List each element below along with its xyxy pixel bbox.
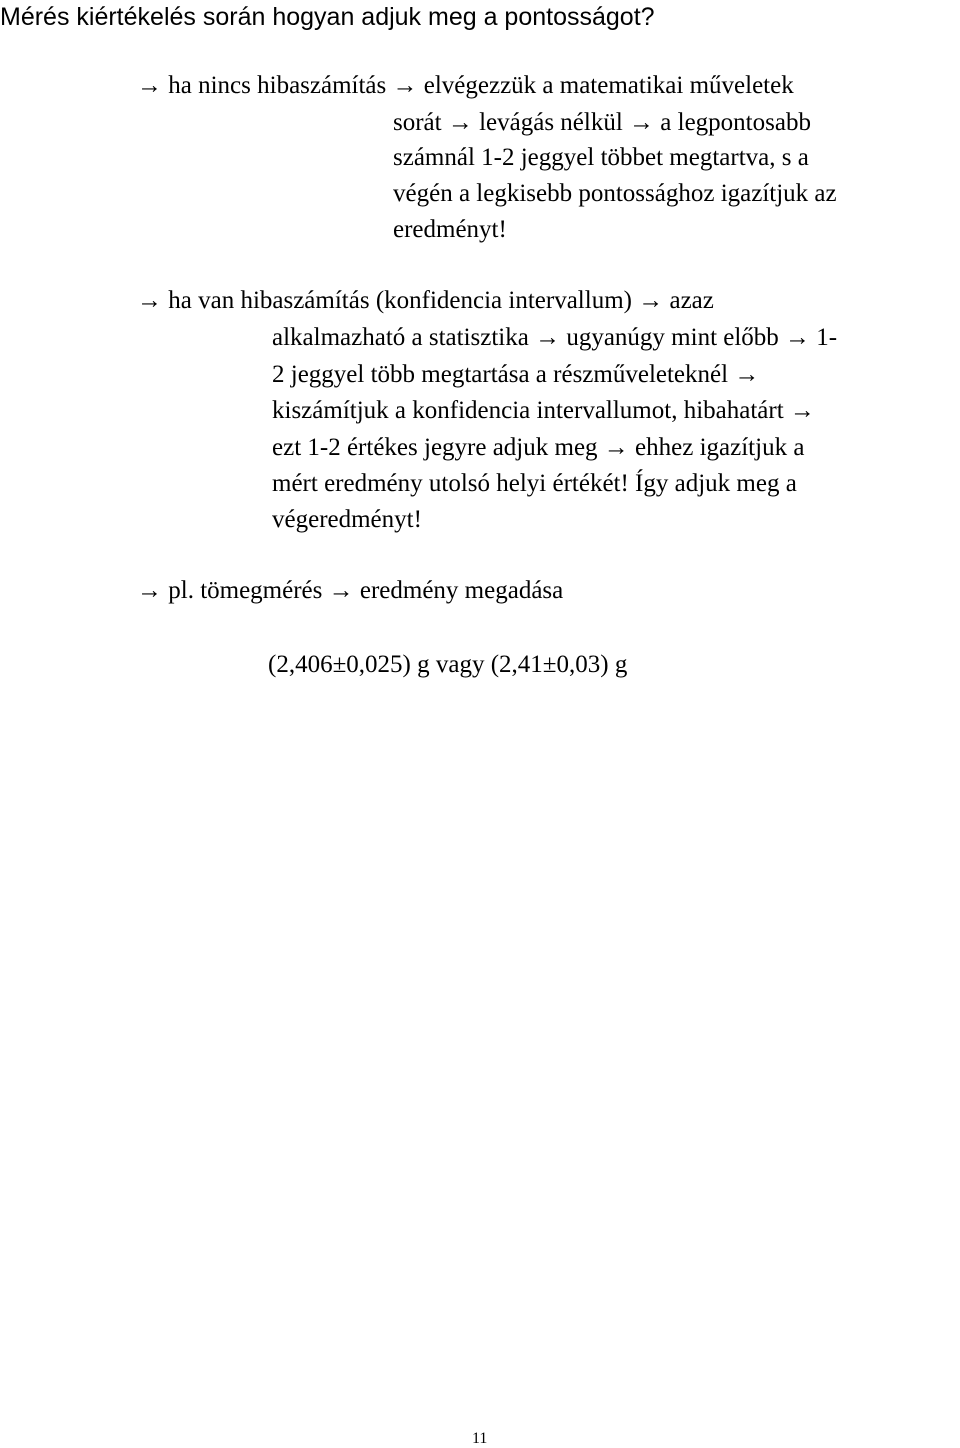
example-result: (2,406±0,025) g vagy (2,41±0,03) g bbox=[268, 651, 628, 678]
bullet-line-6: mért eredmény utolsó helyi értékét! Így adjuk meg a bbox=[272, 470, 797, 497]
example-line: → pl. tömegmérés → eredmény megadása bbox=[137, 577, 564, 604]
bullet-line-4: végén a legkisebb pontossághoz igazítjuk az bbox=[393, 180, 837, 207]
page-number: 11 bbox=[472, 1430, 488, 1447]
bullet-line-3: számnál 1-2 jeggyel többet megtartva, s a bbox=[393, 144, 809, 171]
bullet-line-2: sorát → levágás nélkül → a legpontosabb bbox=[393, 109, 811, 136]
bullet-line-1: → ha van hibaszámítás (konfidencia intervallum) → azaz bbox=[137, 287, 714, 314]
bullet-line-5: eredményt! bbox=[393, 216, 507, 243]
bullet-line-3: 2 jeggyel több megtartása a részműveleteknél → bbox=[272, 361, 760, 388]
bullet-line-7: végeredményt! bbox=[272, 506, 422, 533]
slide-heading: Mérés kiértékelés során hogyan adjuk meg a pontosságot? bbox=[0, 3, 655, 31]
bullet-line-5: ezt 1-2 értékes jegyre adjuk meg → ehhez igazítjuk a bbox=[272, 434, 805, 461]
bullet-line-2: alkalmazható a statisztika → ugyanúgy mint előbb → 1- bbox=[272, 324, 838, 351]
bullet-line-4: kiszámítjuk a konfidencia intervallumot, hibahatárt → bbox=[272, 397, 815, 424]
bullet-line-1: → ha nincs hibaszámítás → elvégezzük a matematikai műveletek bbox=[137, 72, 794, 99]
